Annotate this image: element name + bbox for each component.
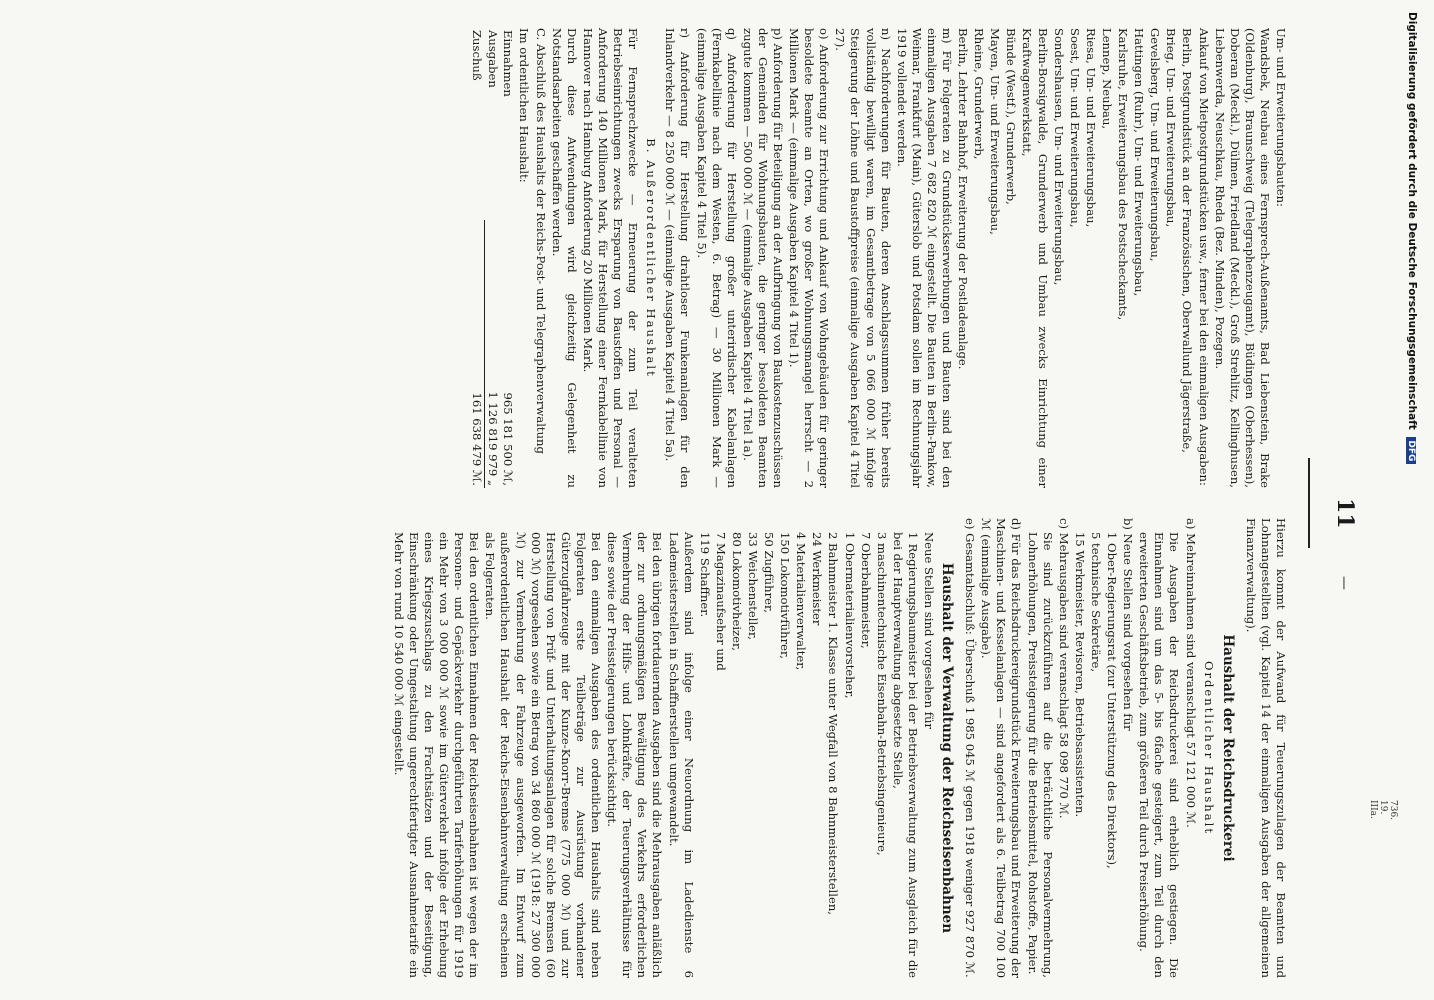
left-paragraph: Bünde (Westf.), Grunderwerb, [1004, 28, 1019, 205]
left-paragraph: o) Anforderung zur Errichtung und Ankauf von Wohngebäuden für geringer besoldete Beamte an Orten, wo großer Wohnungsmangel herrscht — 2 Millionen Mark — (einmalige Ausgaben Kapitel 4 Titel 1). [787, 28, 832, 492]
left-paragraph: p) Anforderung für Beteiligung an der Aufbringung von Baukostenzuschüssen der Gemeinden für Wohnungsbauten, die geringer besoldeten Beamten zugute kommen — 500 000 ℳ — (einmalige Ausgaben Kapitel 4 Titel 1a). [740, 28, 785, 492]
list-item: c) Mehrausgaben sind veranschlagt 58 098 770 ℳ. [1056, 518, 1071, 819]
reichsdruckerei-items [962, 518, 1198, 982]
summary-row [500, 28, 515, 488]
list-item: 50 Zugführer, [762, 532, 777, 613]
list-item: 3 maschinentechnische Eisenbahn-Betriebsingenieure, [874, 532, 889, 856]
left-paragraph: Für Fernsprechzwecke — Erneuerung der zum Teil veralteten Betriebseinrichtungen zwecks Ersparung von Baustoffen und Personal — Anforderung 140 Millionen Mark, für Herstellung einer Fernkabellinie von Hannover nach Hamburg Anforderung 20 Millionen Mark. [580, 28, 641, 492]
summary-value: 965 181 500 ℳ, [501, 392, 516, 486]
list-item: 4 Materialienverwalter, [794, 532, 809, 671]
list-item: 1 Regierungsbaumeister bei der Betriebsverwaltung zum Ausgleich für die bei der Hauptverwaltung abgesetzte Stelle, [890, 532, 920, 982]
summary-total-row [469, 28, 485, 488]
header-rule [1308, 458, 1310, 548]
reichseisenbahnen-items [391, 518, 937, 982]
page-header [1318, 28, 1358, 978]
list-item: 1 Obermaterialienvorsteher, [842, 532, 857, 699]
left-paragraph: Wandsbek, Neubau eines Fernsprech-Außenamts, Bad Liebenstein, Brake (Oldenburg), Braunschweig (Telegraphenzeugamt), Büdingen (Oberhessen), Doberan (Meckl.), Dülmen, Friedland (Meckl.), Groß Strehlitz, Kellinghusen, Liebenwerda, Neuschkau, Rheda (Bez. Minden), Pozegen. [1212, 28, 1272, 492]
list-item: a) Mehreinnahmen sind veranschlagt 57 121 000 ℳ. [1183, 518, 1198, 828]
left-paragraph: B. Außerordentlicher Haushalt [644, 138, 659, 378]
list-item: Bei den einmaligen Ausgaben des ordentlichen Haushalts sind neben Folgeraten erste Teilbeträge zur Ausrüstung vorhandener Güterzugfahrzeuge mit der Kunze-Knorr-Bremse (775 000 ℳ) und zur Herstellung von Prüf- und Unterhaltungsanlagen für solche Bremsen (60 000 ℳ) vorgesehen sowie ein Betrag von 34 860 000 ℳ (1918: 27 300 000 ℳ) zur Vermehrung der Fahrzeuge ausgeworfen. Im Entwurf zum außerordentlichen Haushalt der Reichs-Eisenbahnverwaltung erscheinen als Folgeraten. [483, 532, 604, 982]
page-dash: — [1336, 576, 1352, 590]
document-reference: 736. 19. IIIa. [1368, 800, 1398, 821]
section-title-reichsdruckerei: Haushalt der Reichsdruckerei [1219, 634, 1236, 862]
summary-label: Einnahmen [501, 30, 516, 97]
left-paragraph: Berlin, Postgrundstück an der Französischen, Oberwallund Jägerstraße, [1180, 28, 1195, 453]
section-subtitle-ordentlicher-haushalt: Ordentlicher Haushalt [1201, 660, 1216, 836]
list-item: 2 Bahnmeister 1. Klasse unter Wegfall von 8 Bahnmeisterstellen, [826, 532, 841, 915]
left-paragraph: Rheine, Grunderwerb, [972, 28, 987, 160]
list-item: Sie sind zurückzuführen auf die beträchtliche Personalvermehrung, Lohnerhöhungen, Preissteigerung für die Betriebsmittel, Rohstoffe, Papier. [1025, 532, 1055, 982]
summary-label: Ausgaben [486, 30, 501, 88]
list-item: 119 Schaffner. [697, 532, 712, 618]
left-paragraph: Lennep, Neubau, [1099, 28, 1114, 130]
left-paragraph: Brieg, Um- und Erweiterungsbau, [1164, 28, 1179, 228]
left-paragraph: n) Nachforderungen für Bauten, deren Anschlagssummen früher bereits vollständig bewilligt waren, im Gesamtbetrage von 5 066 000 ℳ infolge Steigerung der Löhne und Baustoffpreise (einmalige Ausgaben Kapitel 4 Titel 27). [833, 28, 893, 492]
left-paragraph: Riesa, Um- und Erweiterungsbau, [1083, 28, 1098, 228]
digitization-note-text: Digitalisierung gefördert durch die Deutsche Forschungsgemeinschaft [1406, 12, 1418, 430]
left-paragraph: Sondershausen, Um- und Erweiterungsbau, [1051, 28, 1066, 286]
left-paragraph: Ankauf von Mietpostgrundstücken usw., ferner bei den einmaligen Ausgaben: [1196, 28, 1211, 486]
left-paragraph: Im ordentlichen Haushalt: [517, 28, 532, 183]
left-paragraph: Soest, Um- und Erweiterungsbau, [1067, 28, 1082, 228]
dfg-logo: DFG [1406, 437, 1416, 464]
left-paragraph: C. Abschluß des Haushalts der Reichs-Post- und Telegraphenverwaltung [533, 28, 548, 454]
left-paragraph: r) Anforderung für Herstellung drahtloser Funkenanlagen für den Inlandverkehr — 8 250 000 ℳ — (einmalige Ausgaben Kapitel 4 Titel 5a). [663, 28, 693, 492]
left-paragraph: Durch diese Aufwendungen wird gleichzeitig Gelegenheit zu Notstandsarbeiten geschaffen werden. [549, 28, 579, 492]
list-item: 33 Weichensteller, [746, 532, 760, 640]
list-item: 7 Magazinaufseher und [713, 532, 728, 671]
list-item: 24 Werkmeister [810, 532, 825, 626]
digitization-note [1406, 12, 1418, 992]
list-item: e) Gesamtabschluß: Überschuß 1 985 045 ℳ gegen 1918 weniger 927 870 ℳ. [963, 518, 978, 978]
left-paragraph: Berlin-Borsigwalde, Grunderwerb und Umbau zwecks Einrichtung einer Kraftwagenwerkstatt, [1020, 28, 1050, 492]
left-paragraph: Hattingen (Ruhr), Um- und Erweiterungsbau, [1132, 28, 1147, 297]
rotated-page [78, 28, 1358, 982]
list-item: 80 Lokomotivheizer, [729, 532, 744, 651]
list-item: 15 Werkmeister, Revisoren, Betriebsassistenten. [1072, 532, 1087, 818]
section-title-reichseisenbahnen: Haushalt der Verwaltung der Reichseisenbahnen [939, 562, 956, 934]
left-column [469, 28, 1288, 492]
summary-table [469, 28, 515, 488]
left-paragraph: m) Für Folgeraten zu Grundstückserwerbungen und Bauten sind bei den einmaligen Ausgaben 7 682 820 ℳ eingestellt. Die Bauten in Berlin-Pankow, Weimar, Frankfurt (Main), Güterslob und Potsdam sollen im Rechnungsjahr 1919 vollendet werden. [894, 28, 955, 492]
list-item: 150 Lokomotivführer, [778, 532, 793, 659]
left-paragraph: Um- und Erweiterungsbauten: [1274, 28, 1288, 207]
summary-row [485, 28, 501, 488]
list-item: Bei den übrigen fortdauernden Ausgaben sind die Mehrausgaben anläßlich der zur ordnungsmäßigen Bewältigung des Verkehrs erforderlichen Vermehrung der Hilfs- und Lohnkräfte, der Teuerungsverhältnisse für diese sowie der Preissteigerungen berücksichtigt. [605, 532, 665, 982]
intro-paragraph: Hierzu kommt der Aufwand für Teuerungszulagen der Beamten und Lohnangestellten (vgl. Kapitel 14 der einmaligen Ausgaben der allgemeinen Finanzverwaltung). [1243, 518, 1288, 982]
page-number: 11 [1332, 498, 1358, 529]
left-paragraph: Mayen, Um- und Erweiterungsbau, [988, 28, 1003, 235]
summary-total-label: Zuschuß [470, 30, 485, 81]
summary-total-value: 161 638 479 ℳ. [469, 220, 485, 488]
left-paragraph: Karlsruhe, Erweiterungsbau des Postscheckamts, [1116, 28, 1131, 321]
left-paragraph: Gevelsberg, Um- und Erweiterungsbau, [1148, 28, 1163, 262]
left-paragraph: q) Anforderung für Herstellung großer unterirdischer Kabelanlagen (Fernkabellinie nach dem Westen, 6. Betrag) — 30 Millionen Mark — (einmalige Ausgaben Kapitel 4 Titel 5). [694, 28, 739, 492]
list-item: Außerdem sind infolge einer Neuordnung im Ladedienste 6 Lademeisterstellen in Schaffnerstellen umgewandelt. [666, 532, 696, 982]
list-item: Neue Stellen sind vorgesehen für [922, 532, 937, 730]
list-item: Bei den ordentlichen Einnahmen der Reichseisenbahnen ist wegen der im Personen- und Gepäckverkehr durchgeführten Tariferhöhungen für 1919 ein Mehr von 3 000 000 ℳ sowie im Güterverkehr infolge der Erhebung eines Kriegszuschlags zu den Frachtsätzen und der Beseitigung, Einschränkung oder Umgestaltung ungerechtfertigter Ausnahmetarife ein Mehr von rund 10 540 000 ℳ eingestellt. [391, 532, 482, 982]
summary-value: 1 126 819 979 „ [486, 391, 501, 486]
list-item: 7 Oberbahnmeister, [858, 532, 873, 649]
list-item: 1 Ober-Regierungsrat (zur Unterstützung des Direktors), [1105, 532, 1120, 869]
list-item: b) Neue Stellen sind vorgesehen für [1121, 518, 1136, 731]
right-column [390, 518, 1288, 982]
list-item: Die Ausgaben der Reichsdruckerei sind erheblich gestiegen. Die Einnahmen sind um das 5- bis 6fache gesteigert, zum Teil durch den erweiterten Geschäftsbetrieb, zum größeren Teil durch Preiserhöhung. [1137, 532, 1182, 982]
left-paragraph: Berlin, Lehrter Bahnhof, Erweiterung der Postladeanlage. [956, 28, 971, 370]
list-item: d) Für das Reichsdruckereigrundstück Erweiterungsbau und Erweiterung der Maschinen- und Kesselanlagen — sind angefordert als 6. Teilbetrag 700 100 ℳ (einmalige Ausgabe). [979, 518, 1024, 982]
list-item: 5 technische Sekretäre, [1088, 532, 1103, 673]
